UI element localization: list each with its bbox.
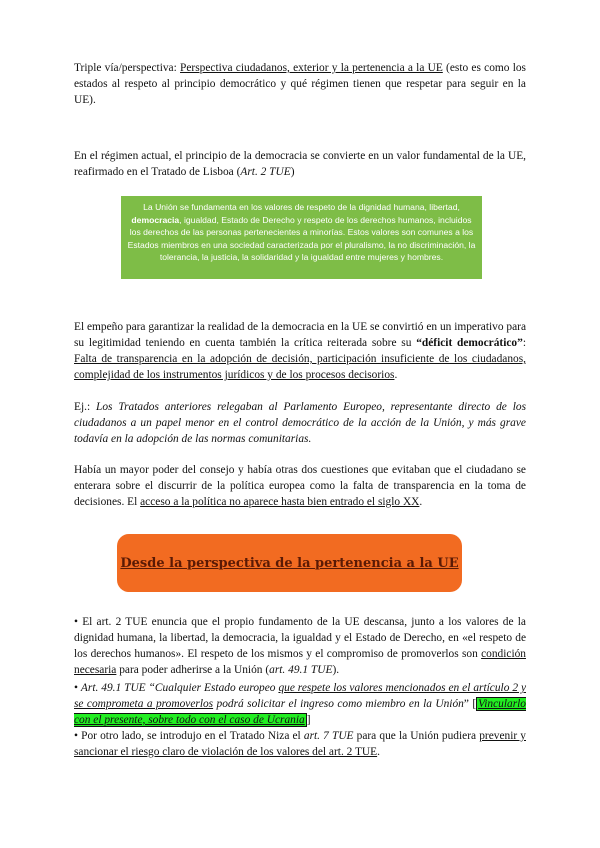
text: Triple vía/perspectiva:: [74, 62, 181, 74]
legal-reference: art. 49.1 TUE: [269, 664, 333, 676]
bullet-art-7: [74, 728, 526, 760]
underlined-text: Falta de transparencia en la adopción de decisión, participación insuficiente de los ciudadanos, complejidad de los instrumentos jurídicos y de los procesos decisorios: [74, 353, 526, 381]
paragraph-democratic-deficit: [74, 319, 526, 383]
text: ” [: [463, 698, 477, 710]
paragraph-council-power: [74, 462, 526, 510]
bold-term: “déficit democrático”: [416, 337, 523, 349]
example-text: Los Tratados anteriores relegaban al Parlamento Europeo, representante directo de los ciudadanos a un papel menor en el control democrático de la acción de la Unión, y más grave todavía en la adopción de las normas comunitarias.: [74, 401, 527, 445]
paragraph-perspectives: [74, 60, 526, 108]
text: .: [419, 496, 423, 508]
underlined-text: acceso a la política no aparece hasta bien entrado el siglo XX: [140, 496, 420, 508]
text: .: [377, 746, 380, 758]
quote-text: podrá solicitar el ingreso como miembro en la Unión: [213, 698, 464, 710]
underlined-text: Perspectiva ciudadanos, exterior y la pertenencia a la UE: [180, 62, 443, 74]
legal-reference: Art. 49.1 TUE: [80, 682, 146, 694]
example-label: Ej.:: [74, 401, 97, 413]
legal-reference: Art. 2 TUE: [240, 166, 291, 178]
bullet-art-49: [74, 680, 526, 728]
text: ]: [306, 714, 311, 726]
text: .: [394, 369, 398, 381]
text: • Por otro lado, se introdujo en el Tratado Niza el: [74, 730, 304, 742]
text: para poder adherirse a la Unión (: [116, 664, 270, 676]
underlined-text: que respete los valores mencionados en el artículo 2 y se comprometa a promoverlos: [74, 682, 526, 710]
quote-text: “Cualquier Estado europeo: [145, 682, 279, 694]
text: El empeño para garantizar la realidad de la democracia en la UE se convirtió en un imperativo para su legitimidad teniendo en cuenta también la crítica reiterada sobre su: [74, 321, 526, 349]
underlined-text: prevenir y sancionar el riesgo claro de violación de los valores del art. 2 TUE: [74, 730, 526, 758]
legal-reference: art. 7 TUE: [303, 730, 354, 742]
quote-text: , igualdad, Estado de Derecho y respeto de los derechos humanos, incluidos los derechos de las personas pertenecientes a minorías. Estos valores son comunes a los Estados miembros en una sociedad caracterizada por el pluralismo, la no discriminación, la tolerancia, la justicia, la solidaridad y la igualdad entre mujeres y hombres.: [127, 214, 476, 263]
paragraph-example: [74, 399, 526, 447]
section-heading-box: [117, 534, 462, 592]
text: Había un mayor poder del consejo y había otras dos cuestiones que evitaban que el ciudadano se enterara sobre el discurrir de la política europea como la falta de transparencia en la toma de decisiones. El: [74, 464, 526, 508]
text: En el régimen actual, el principio de la democracia se convierte en un valor fundamental de la UE, reafirmado en el Tratado de Lisboa (: [74, 150, 526, 178]
quote-bold: democracia: [131, 214, 180, 225]
highlighted-note: Vincularlo con el presente, sobre todo con el caso de Ucrania: [74, 698, 526, 726]
paragraph-democracy-principle: [74, 148, 526, 180]
underlined-text: condición necesaria: [74, 648, 526, 676]
text: (esto es como los estados al respeto al principio democrático y qué régimen tienen que respetar para seguir en la UE).: [74, 62, 526, 106]
bullet-art-2: [74, 614, 526, 678]
article-2-quote-box: [121, 196, 482, 279]
text: • El art. 2 TUE enuncia que el propio fundamento de la UE descansa, junto a los valores de la dignidad humana, la libertad, la democracia, la igualdad y el Estado de Derecho, en «el respeto de los derechos humanos». El respeto de los mismos y el compromiso de promoverlos son: [74, 616, 526, 660]
text: •: [74, 682, 81, 694]
text: :: [522, 337, 526, 349]
text: ): [290, 166, 295, 178]
text: para que la Unión pudiera: [353, 730, 480, 742]
text: ).: [332, 664, 340, 676]
section-heading: Desde la perspectiva de la pertenencia a la UE: [120, 555, 459, 571]
quote-text: La Unión se fundamenta en los valores de respeto de la dignidad humana, libertad,: [143, 202, 460, 212]
